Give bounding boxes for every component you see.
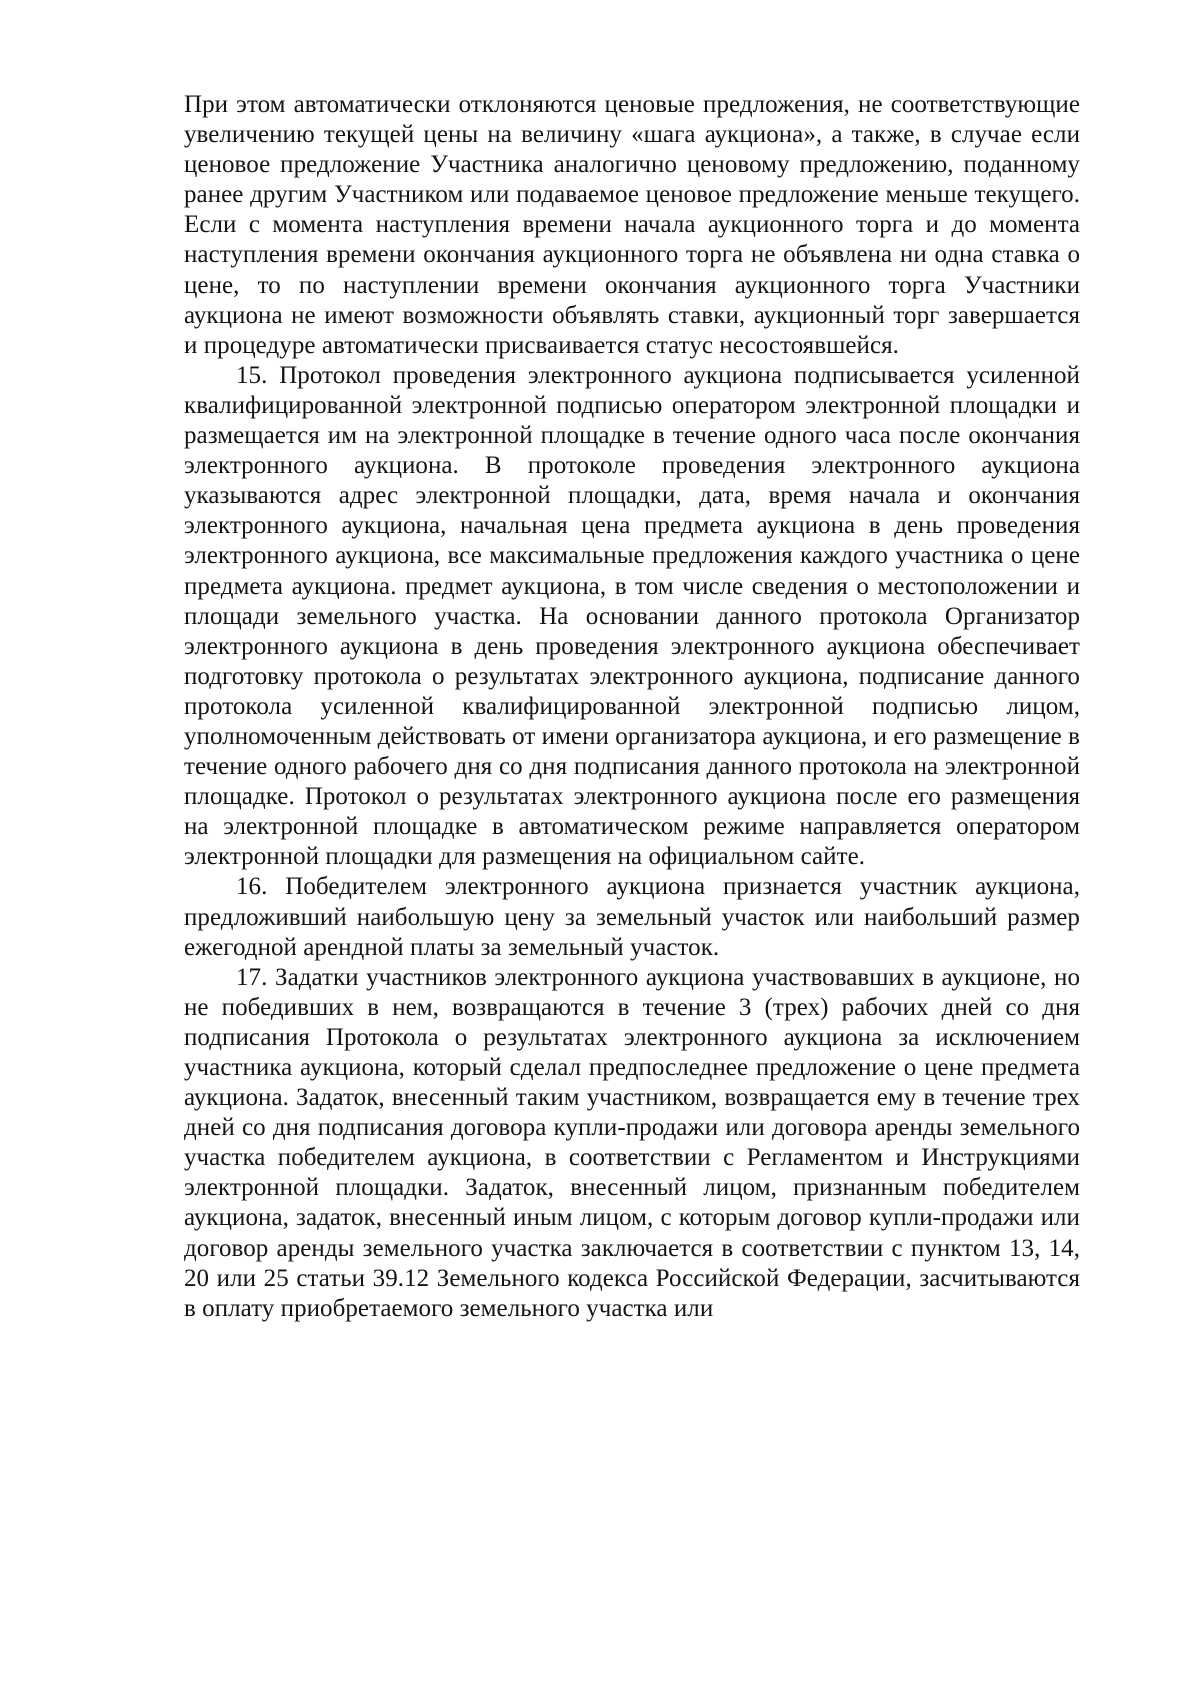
paragraph-number: 17. bbox=[236, 963, 268, 991]
paragraph-15 bbox=[184, 361, 1080, 873]
paragraph-continuation bbox=[184, 90, 1080, 361]
paragraph-17 bbox=[184, 963, 1080, 1324]
paragraph-number: 16. bbox=[236, 873, 268, 901]
paragraph-text: Протокол проведения электронного аукциона подписывается усиленной квалифицированной электронной подписью оператором электронной площадки и размещается им на электронной площадке в течение одного часа после окончания электронного аукциона. В протоколе проведения электронного аукциона указываются адрес электронной площадки, дата, время начала и окончания электронного аукциона, начальная цена предмета аукциона в день проведения электронного аукциона, все максимальные предложения каждого участника о цене предмета аукциона. предмет аукциона, в том числе сведения о местоположении и площади земельного участка. На основании данного протокола Организатор электронного аукциона в день проведения электронного аукциона обеспечивает подготовку протокола о результатах электронного аукциона, подписание данного протокола усиленной квалифицированной электронной подписью лицом, уполномоченным действовать от имени организатора аукциона, и его размещение в течение одного рабочего дня со дня подписания данного протокола на электронной площадке. Протокол о результатах электронного аукциона после его размещения на электронной площадке в автоматическом режиме направляется оператором электронной площадки для размещения на официальном сайте. bbox=[184, 361, 1080, 871]
paragraph-number: 15. bbox=[236, 361, 268, 389]
document-body bbox=[184, 90, 1080, 1324]
paragraph-text: Победителем электронного аукциона признается участник аукциона, предложивший наибольшую цену за земельный участок или наибольший размер ежегодной арендной платы за земельный участок. bbox=[184, 873, 1080, 961]
paragraph-text: При этом автоматически отклоняются ценовые предложения, не соответствующие увеличению текущей цены на величину «шага аукциона», а также, в случае если ценовое предложение Участника аналогично ценовому предложению, поданному ранее другим Участником или подаваемое ценовое предложение меньше текущего. Если с момента наступления времени начала аукционного торга и до момента наступления времени окончания аукционного торга не объявлена ни одна ставка о цене, то по наступлении времени окончания аукционного торга Участники аукциона не имеют возможности объявлять ставки, аукционный торг завершается и процедуре автоматически присваивается статус несостоявшейся. bbox=[184, 91, 1080, 359]
paragraph-16 bbox=[184, 872, 1080, 962]
paragraph-text: Задатки участников электронного аукциона участвовавших в аукционе, но не победивших в нем, возвращаются в течение 3 (трех) рабочих дней со дня подписания Протокола о результатах электронного аукциона за исключением участника аукциона, который сделал предпоследнее предложение о цене предмета аукциона. Задаток, внесенный таким участником, возвращается ему в течение трех дней со дня подписания договора купли-продажи или договора аренды земельного участка победителем аукциона, в соответствии с Регламентом и Инструкциями электронной площадки. Задаток, внесенный лицом, признанным победителем аукциона, задаток, внесенный иным лицом, с которым договор купли-продажи или договор аренды земельного участка заключается в соответствии с пунктом 13, 14, 20 или 25 статьи 39.12 Земельного кодекса Российской Федерации, засчитываются в оплату приобретаемого земельного участка или bbox=[184, 963, 1080, 1322]
